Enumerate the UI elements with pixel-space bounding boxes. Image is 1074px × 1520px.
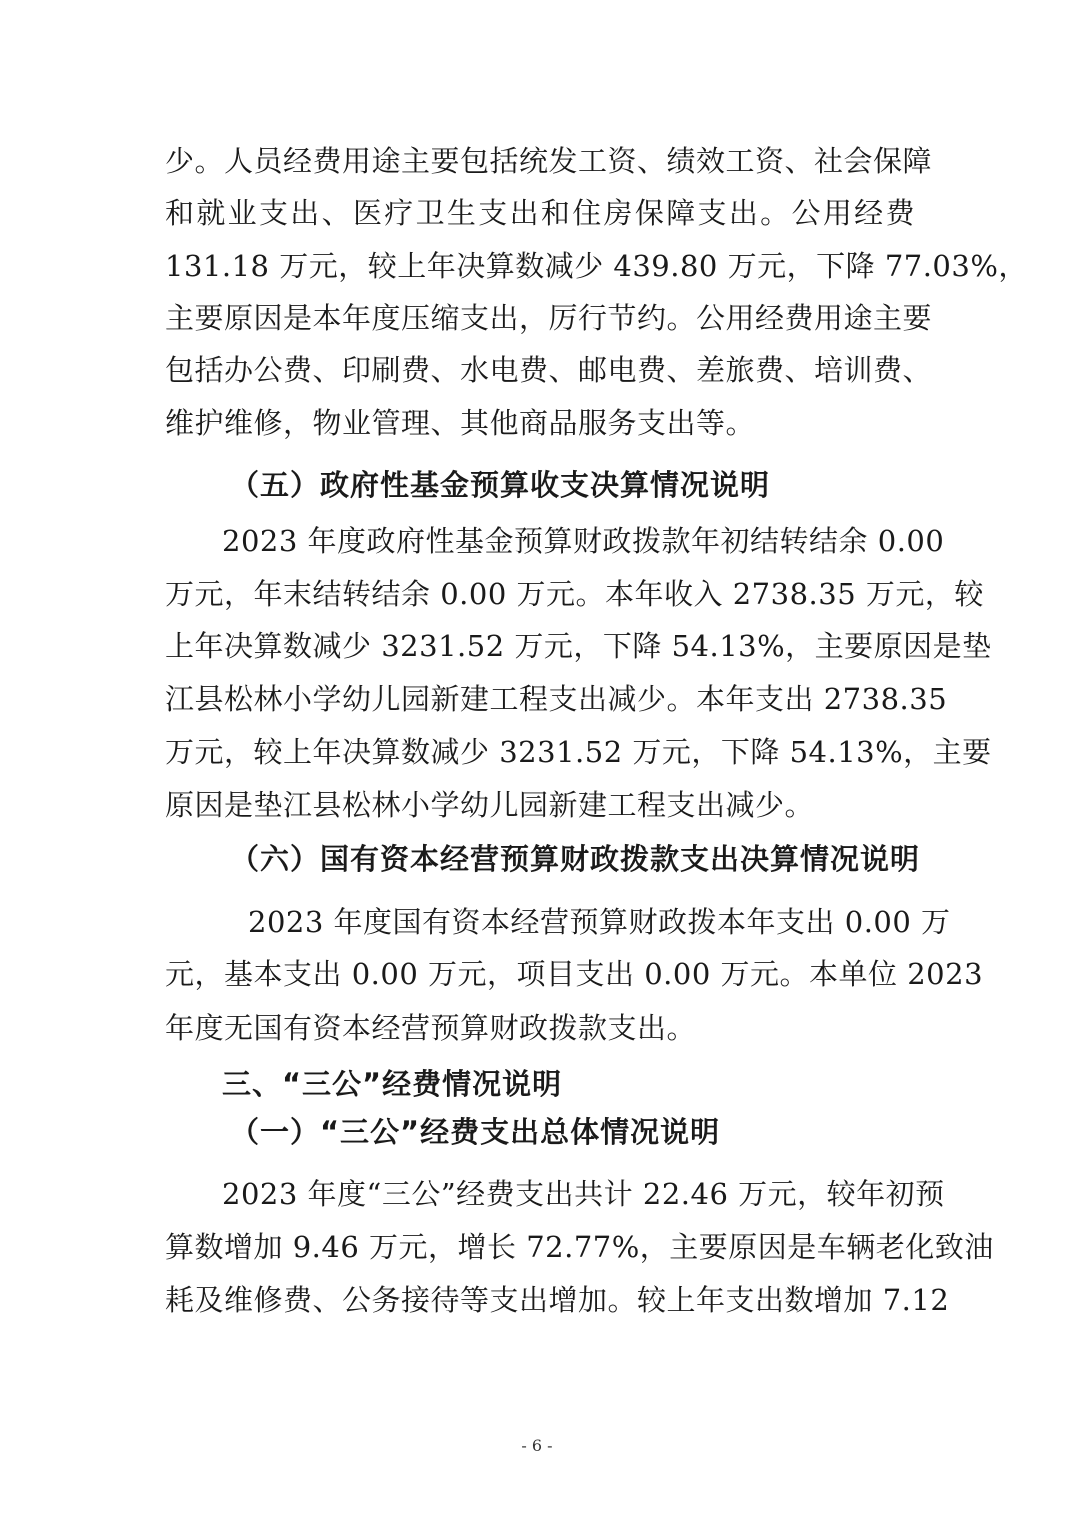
heading-government-fund: （五）政府性基金预算收支决算情况说明 xyxy=(230,468,771,502)
paragraph-2-line-3: 上年决算数减少 3231.52 万元，下降 54.13%，主要原因是垫 xyxy=(165,629,992,663)
heading-state-capital: （六）国有资本经营预算财政拨款支出决算情况说明 xyxy=(230,842,921,876)
paragraph-2-line-6: 原因是垫江县松林小学幼儿园新建工程支出减少。 xyxy=(165,788,815,822)
paragraph-3-line-2: 元，基本支出 0.00 万元，项目支出 0.00 万元。本单位 2023 xyxy=(165,957,984,991)
section-three-public-expenses: 三、“三公”经费情况说明 xyxy=(222,1067,563,1101)
paragraph-2-line-4: 江县松林小学幼儿园新建工程支出减少。本年支出 2738.35 xyxy=(165,682,948,716)
paragraph-4-line-1: 2023 年度“三公”经费支出共计 22.46 万元，较年初预 xyxy=(222,1177,945,1211)
paragraph-4-line-2: 算数增加 9.46 万元，增长 72.77%，主要原因是车辆老化致油 xyxy=(165,1230,994,1264)
paragraph-1-line-5: 包括办公费、印刷费、水电费、邮电费、差旅费、培训费、 xyxy=(165,353,933,387)
paragraph-2-line-1: 2023 年度政府性基金预算财政拨款年初结转结余 0.00 xyxy=(222,524,945,558)
paragraph-1-line-2: 和就业支出、医疗卫生支出和住房保障支出。公用经费 xyxy=(165,196,915,230)
paragraph-2-line-5: 万元，较上年决算数减少 3231.52 万元，下降 54.13%，主要 xyxy=(165,735,992,769)
paragraph-3-line-1: 2023 年度国有资本经营预算财政拨本年支出 0.00 万 xyxy=(248,905,951,939)
paragraph-1-line-6: 维护维修，物业管理、其他商品服务支出等。 xyxy=(165,406,756,440)
paragraph-1-line-4: 主要原因是本年度压缩支出，厉行节约。公用经费用途主要 xyxy=(165,301,933,335)
paragraph-3-line-3: 年度无国有资本经营预算财政拨款支出。 xyxy=(165,1011,697,1045)
paragraph-4-line-3: 耗及维修费、公务接待等支出增加。较上年支出数增加 7.12 xyxy=(165,1283,950,1317)
paragraph-2-line-2: 万元，年末结转结余 0.00 万元。本年收入 2738.35 万元，较 xyxy=(165,577,984,611)
paragraph-1-line-1: 少。人员经费用途主要包括统发工资、绩效工资、社会保障 xyxy=(165,144,933,178)
page-number: - 6 - xyxy=(521,1436,553,1455)
heading-three-public-overall: （一）“三公”经费支出总体情况说明 xyxy=(230,1115,721,1149)
paragraph-1-line-3: 131.18 万元，较上年决算数减少 439.80 万元，下降 77.03%， xyxy=(165,249,1028,283)
